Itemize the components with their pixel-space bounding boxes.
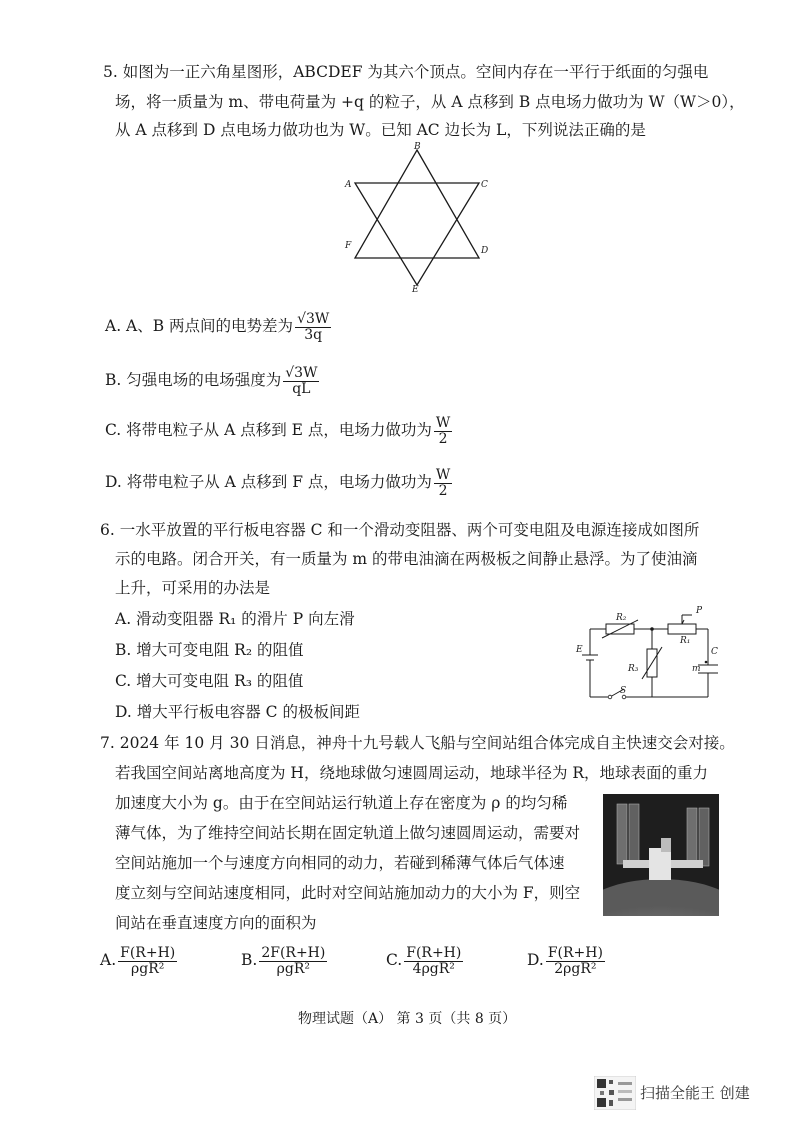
label-P: P xyxy=(696,606,703,616)
scanner-watermark: 扫描全能王 创建 xyxy=(640,1084,750,1102)
q7-stem-line-1: 7. 2024 年 10 月 30 日消息，神舟十九号载人飞船与空间站组合体完成自主快速交会对接。 xyxy=(100,734,735,752)
q7-stem-line-2: 若我国空间站离地高度为 H，绕地球做匀速圆周运动，地球半径为 R，地球表面的重力 xyxy=(115,764,709,782)
vertex-label-A: A xyxy=(345,180,352,190)
q5-option-b-text: B. 匀强电场的电场强度为 xyxy=(105,371,282,390)
page-footer: 物理试题（A） 第 3 页（共 8 页） xyxy=(298,1011,517,1027)
q5-option-d xyxy=(105,468,454,498)
fraction-denominator: ρgR² xyxy=(276,960,311,977)
fraction-denominator: 2 xyxy=(438,482,448,499)
label-E: E xyxy=(576,645,583,655)
q5-option-a-fraction xyxy=(295,312,331,342)
q6-stem-line-1: 6. 一水平放置的平行板电容器 C 和一个滑动变阻器、两个可变电阻及电源连接成如图所 xyxy=(100,521,700,539)
q7-option-b xyxy=(241,946,329,976)
vertex-label-D: D xyxy=(481,246,489,256)
fraction-numerator: F(R+H) xyxy=(120,945,176,961)
q6-option-a: A. 滑动变阻器 R₁ 的滑片 P 向左滑 xyxy=(115,610,355,628)
fraction-numerator: F(R+H) xyxy=(406,945,462,961)
q5-stem-line-1: 5. 如图为一正六角星图形，ABCDEF 为其六个顶点。空间内存在一平行于纸面的匀强电 xyxy=(103,63,709,81)
fraction-denominator: 2ρgR² xyxy=(554,960,597,977)
q7-option-a-label: A. xyxy=(100,951,117,970)
q6-stem-line-3: 上升，可采用的办法是 xyxy=(115,579,271,597)
q7-option-d xyxy=(527,946,607,976)
vertex-label-F: F xyxy=(345,241,352,251)
q7-option-d-fraction xyxy=(546,946,605,976)
label-R1: R₁ xyxy=(680,636,691,646)
fraction-numerator: √3W xyxy=(297,311,330,327)
q5-option-a xyxy=(105,312,333,342)
q6-option-b: B. 增大可变电阻 R₂ 的阻值 xyxy=(115,641,304,659)
q5-stem-line-3: 从 A 点移到 D 点电场力做功也为 W。已知 AC 边长为 L，下列说法正确的是 xyxy=(115,121,646,139)
space-station-image xyxy=(603,794,719,916)
q5-option-c-text: C. 将带电粒子从 A 点移到 E 点，电场力做功为 xyxy=(105,421,432,440)
q5-stem-line-2: 场，将一质量为 m、带电荷量为 +q 的粒子，从 A 点移到 B 点电场力做功为 W（W＞0）， xyxy=(115,93,745,111)
space-station-photo xyxy=(603,794,719,916)
q5-option-a-text: A. A、B 两点间的电势差为 xyxy=(105,317,294,336)
q5-option-c-fraction xyxy=(434,416,452,446)
label-R3: R₃ xyxy=(628,664,639,674)
q7-stem-line-7: 间站在垂直速度方向的面积为 xyxy=(115,914,317,932)
circuit-diagram xyxy=(572,605,722,705)
q7-option-c xyxy=(386,946,465,976)
triangle-down xyxy=(355,183,479,285)
fraction-numerator: √3W xyxy=(285,365,318,381)
triangle-up xyxy=(355,150,479,258)
q7-option-d-label: D. xyxy=(527,951,544,970)
label-S: S xyxy=(620,686,627,696)
hexagram-figure xyxy=(340,140,500,295)
q7-option-c-label: C. xyxy=(386,951,403,970)
label-R2: R₂ xyxy=(616,613,627,623)
fraction-numerator: F(R+H) xyxy=(547,945,603,961)
q7-stem-line-5: 空间站施加一个与速度方向相同的动力，若碰到稀薄气体后气体速 xyxy=(115,854,565,872)
q6-option-d: D. 增大平行板电容器 C 的极板间距 xyxy=(115,703,360,721)
fraction-denominator: 3q xyxy=(304,326,323,343)
q7-option-a xyxy=(100,946,179,976)
label-C: C xyxy=(711,647,718,657)
q6-stem-line-2: 示的电路。闭合开关，有一质量为 m 的带电油滴在两极板之间静止悬浮。为了使油滴 xyxy=(115,550,698,568)
fraction-denominator: 2 xyxy=(438,430,448,447)
q7-stem-line-6: 度立刻与空间站速度相同，此时对空间站施加动力的大小为 F，则空 xyxy=(115,884,581,902)
fraction-denominator: qL xyxy=(292,380,311,397)
q7-stem-line-3: 加速度大小为 g。由于在空间站运行轨道上存在密度为 ρ 的均匀稀 xyxy=(115,794,568,812)
fraction-denominator: 4ρgR² xyxy=(412,960,455,977)
q7-option-a-fraction xyxy=(118,946,177,976)
fraction-numerator: W xyxy=(435,415,451,431)
fraction-numerator: 2F(R+H) xyxy=(261,945,326,961)
fraction-denominator: ρgR² xyxy=(131,960,165,977)
vertex-label-E: E xyxy=(412,285,419,295)
q5-option-c xyxy=(105,416,454,446)
q5-option-d-fraction xyxy=(434,468,452,498)
q7-stem-line-4: 薄气体，为了维持空间站长期在固定轨道上做匀速圆周运动，需要对 xyxy=(115,824,581,842)
q6-option-c: C. 增大可变电阻 R₃ 的阻值 xyxy=(115,672,304,690)
q5-option-d-text: D. 将带电粒子从 A 点移到 F 点，电场力做功为 xyxy=(105,473,432,492)
q7-option-b-label: B. xyxy=(241,951,258,970)
q5-option-b xyxy=(105,366,321,396)
vertex-label-B: B xyxy=(414,142,421,152)
q5-option-b-fraction xyxy=(283,366,319,396)
q7-option-c-fraction xyxy=(404,946,463,976)
fraction-numerator: W xyxy=(435,467,451,483)
qr-code-icon xyxy=(594,1076,636,1110)
vertex-label-C: C xyxy=(481,180,488,190)
q7-option-b-fraction xyxy=(259,946,327,976)
label-m: m xyxy=(692,664,701,674)
